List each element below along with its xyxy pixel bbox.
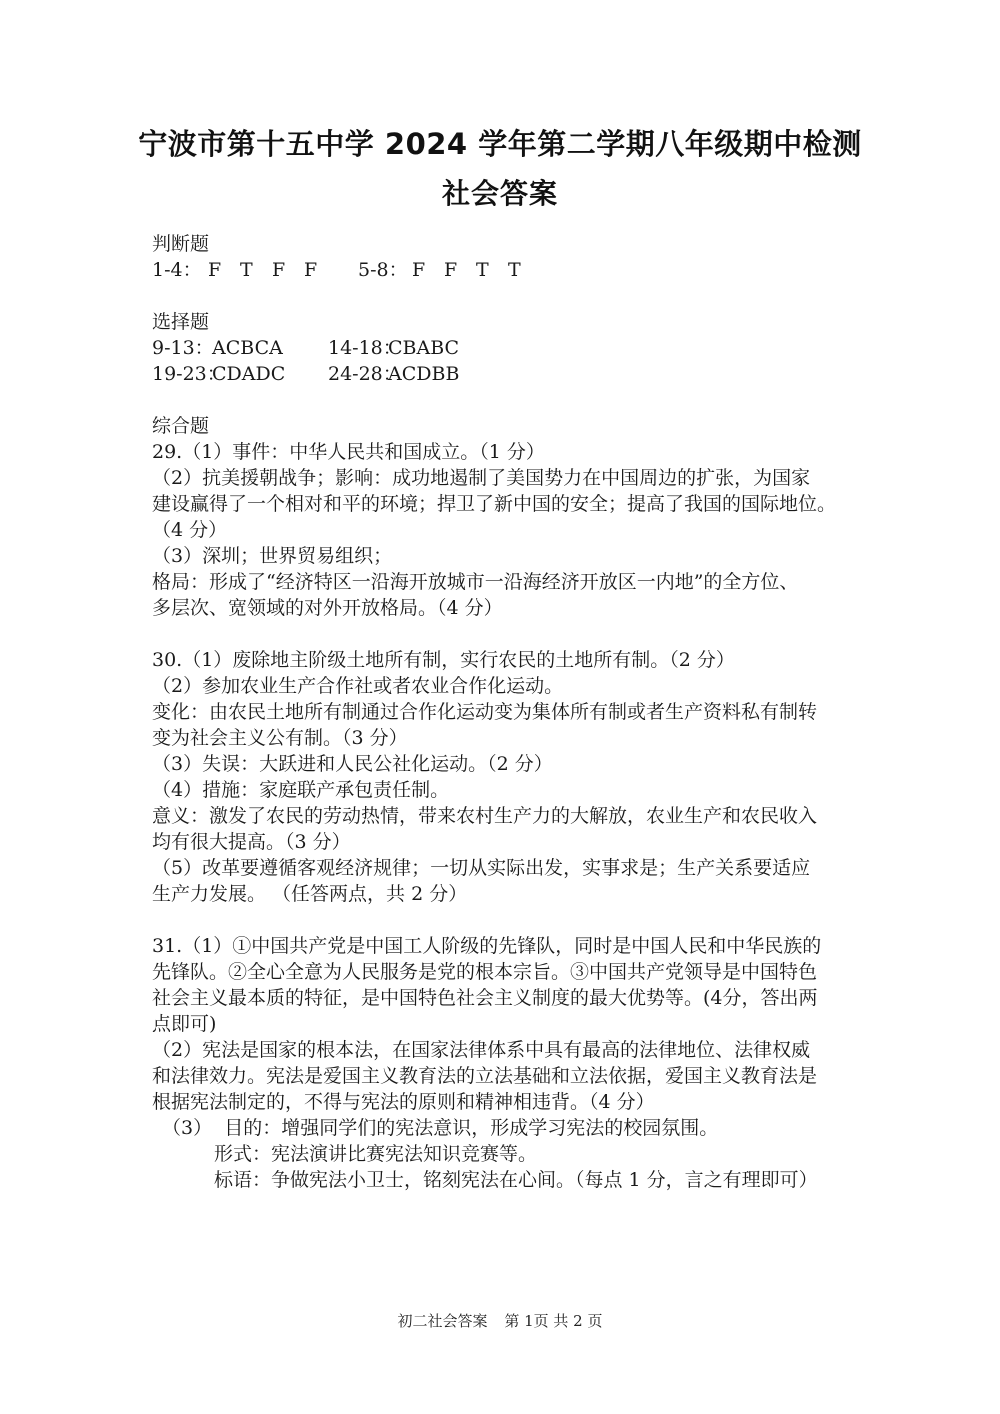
judge-group2-label: 5-8： — [358, 259, 408, 281]
answer-content — [152, 231, 862, 1193]
answer-line: 根据宪法制定的，不得与宪法的原则和精神相违背。（4 分） — [152, 1091, 655, 1113]
judge-answer: T — [476, 259, 489, 281]
judge-answer: T — [240, 259, 253, 281]
answer-line: 建设赢得了一个相对和平的环境；捍卫了新中国的安全；提高了我国的国际地位。 — [152, 493, 837, 515]
choice-heading: 选择题 — [152, 311, 210, 333]
page-footer — [0, 1310, 1000, 1331]
judge-answer: F — [304, 259, 318, 281]
answer-line: 多层次、宽领域的对外开放格局。（4 分） — [152, 597, 503, 619]
question-29 — [152, 439, 862, 621]
question-30 — [152, 647, 862, 907]
answer-line: 均有很大提高。（3 分） — [152, 831, 351, 853]
answer-line: 31.（1）①中国共产党是中国工人阶级的先锋队，同时是中国人民和中华民族的 — [152, 935, 822, 957]
choice-answers: CBABC — [388, 337, 460, 359]
choice-range-label: 19-23： — [152, 363, 226, 385]
answer-line: 格局：形成了“经济特区一沿海开放城市一沿海经济开放区一内地”的全方位、 — [152, 571, 799, 593]
answer-line: 30.（1）废除地主阶级土地所有制，实行农民的土地所有制。（2 分） — [152, 649, 735, 671]
q31-part3-line: 目的：增强同学们的宪法意识，形成学习宪法的校园氛围。 — [224, 1117, 719, 1139]
answer-line: （5）改革要遵循客观经济规律；一切从实际出发，实事求是；生产关系要适应 — [152, 857, 811, 879]
choice-row — [152, 361, 862, 387]
answer-line: （2）宪法是国家的根本法，在国家法律体系中具有最高的法律地位、法律权威 — [152, 1039, 811, 1061]
footer-page-number: 第 1页 共 2 页 — [504, 1312, 603, 1330]
judge-answer: F — [444, 259, 458, 281]
answer-line: 变化：由农民土地所有制通过合作化运动变为集体所有制或者生产资料私有制转 — [152, 701, 818, 723]
judge-heading: 判断题 — [152, 233, 210, 255]
answer-line: （4 分） — [152, 519, 228, 541]
answer-line: 社会主义最本质的特征，是中国特色社会主义制度的最大优势等。(4分，答出两 — [152, 987, 818, 1009]
answer-line: 和法律效力。宪法是爱国主义教育法的立法基础和立法依据，爱国主义教育法是 — [152, 1065, 818, 1087]
q31-part3-line: 标语：争做宪法小卫士，铭刻宪法在心间。（每点 1 分，言之有理即可） — [214, 1169, 818, 1191]
document-subtitle: 社会答案 — [441, 177, 558, 210]
choice-answers: ACBCA — [212, 337, 283, 359]
question-31 — [152, 933, 862, 1193]
q31-part3-line: 形式：宪法演讲比赛宪法知识竞赛等。 — [214, 1143, 538, 1165]
answer-line: （4）措施：家庭联产承包责任制。 — [152, 779, 450, 801]
footer-doc-name: 初二社会答案 — [397, 1312, 488, 1330]
choice-answers: ACDBB — [388, 363, 460, 385]
judge-answer: F — [272, 259, 286, 281]
judge-answer: F — [412, 259, 426, 281]
judge-answer: F — [208, 259, 222, 281]
q31-part3-label: （3） — [162, 1117, 213, 1139]
choice-range-label: 24-28： — [328, 363, 402, 385]
answer-line: （3）失误：大跃进和人民公社化运动。（2 分） — [152, 753, 553, 775]
choice-answers: CDADC — [212, 363, 286, 385]
choice-range-label: 9-13： — [152, 337, 214, 359]
choice-range-label: 14-18： — [328, 337, 402, 359]
answer-line: （2）参加农业生产合作社或者农业合作化运动。 — [152, 675, 564, 697]
answer-line: 变为社会主义公有制。（3 分） — [152, 727, 408, 749]
answer-line: 意义：激发了农民的劳动热情，带来农村生产力的大解放，农业生产和农民收入 — [152, 805, 818, 827]
judge-group1-label: 1-4： — [152, 259, 202, 281]
answer-line: （2）抗美援朝战争；影响：成功地遏制了美国势力在中国周边的扩张，为国家 — [152, 467, 811, 489]
choice-row — [152, 335, 862, 361]
judge-answers — [152, 257, 862, 283]
answer-line: 生产力发展。 （任答两点，共 2 分） — [152, 883, 468, 905]
answer-line — [152, 1115, 862, 1141]
answer-line: 29.（1）事件：中华人民共和国成立。（1 分） — [152, 441, 545, 463]
answer-line: 先锋队。②全心全意为人民服务是党的根本宗旨。③中国共产党领导是中国特色 — [152, 961, 818, 983]
judge-answer: T — [508, 259, 521, 281]
answer-line: 点即可) — [152, 1013, 217, 1035]
answer-line: （3）深圳；世界贸易组织； — [152, 545, 393, 567]
document-title: 宁波市第十五中学 2024 学年第二学期八年级期中检测 — [138, 127, 862, 161]
comprehensive-heading: 综合题 — [152, 415, 210, 437]
